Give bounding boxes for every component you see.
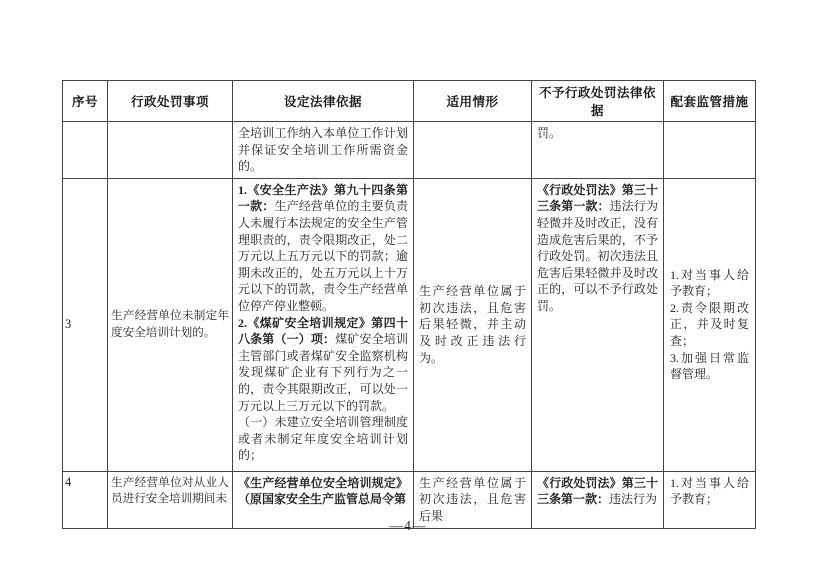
text-segment: 全培训工作纳入本单位工作计划并保证安全培训工作所需资金的。 [238,126,408,174]
bold-text-segment: 《生产经营单位安全培训规定》（原国家安全生产监管总局令第 [238,475,408,507]
text-block [670,475,749,508]
text-block [537,475,658,508]
text-segment: 4 [65,474,72,489]
page-number: —4— [389,518,427,533]
text-segment: 1.对当事人给予教育； [670,267,749,299]
bold-text-segment: 《行政处罚法》第三十三条第一款： [537,475,658,507]
text-block [111,475,229,508]
row-continuation-cell-2 [108,122,233,179]
bold-text-segment: 2.《煤矿安全培训规定》第四十八条第（一）项： [238,315,408,347]
text-segment: 生产经营单位属于初次违法，且危害后果轻微，并主动及时改正违法行为。 [419,284,526,365]
text-block [670,350,749,383]
bold-text-segment: 1.《安全生产法》第九十四条第一款： [238,182,408,214]
text-segment: 煤矿安全培训主管部门或者煤矿安全监察机构发现煤矿企业有下列行为之一的，责令其限期改正，可以处一万元以上三万元以下的罚款。 [238,332,408,413]
text-segment: 违法行为轻微并及时改正，没有造成危害后果的，不予行政处罚。初次违法且危害后果轻微并及时改正的，可以不予行政处罚。 [537,199,658,313]
text-block [238,475,408,508]
penalty-table [62,80,756,529]
text-segment: （一）未建立安全培训管理制度或者未制定年度安全培训计划的； [238,415,408,463]
row-continuation-cell-4 [414,122,532,179]
text-block [65,474,105,491]
text-segment: 生产经营单位对从业人员进行安全培训期间未 [111,475,229,506]
column-header-4: 适用情形 [414,81,532,122]
text-block [238,414,408,464]
column-header-1: 序号 [63,81,108,122]
text-segment: 生产经营单位属于初次违法，且危害后果 [419,475,526,523]
row-item-3-cell-2 [108,178,233,471]
header-row [63,81,756,122]
row-continuation-cell-6 [664,122,756,179]
row-item-3-cell-5 [532,178,664,471]
column-header-6: 配套监管措施 [664,81,756,122]
text-block [537,125,658,142]
text-block [670,300,749,350]
text-segment: 生产经营单位的主要负责人未履行本法规定的安全生产管理职责的，责令限期改正，处二万元以上五万元以下的罚款；逾期未改正的，处五万元以上十万元以下的罚款，责令生产经营单位停产停业整顿。 [238,199,408,313]
text-block [238,125,408,175]
text-segment: 1.对当事人给予教育； [670,475,749,507]
text-block [238,182,408,315]
text-block [537,182,658,315]
row-item-3-cell-3 [233,178,414,471]
row-item-3 [63,178,756,471]
text-segment: 3 [65,317,72,332]
text-segment: 2.责令限期改正，并及时复查； [670,300,749,349]
text-segment: 罚。 [537,126,562,140]
row-item-3-cell-1 [63,178,108,471]
column-header-5: 不予行政处罚法律依据 [532,81,664,122]
column-header-2: 行政处罚事项 [108,81,233,122]
row-continuation-cell-5 [532,122,664,179]
bold-text-segment: 《行政处罚法》第三十三条第一款： [537,182,658,214]
row-continuation [63,122,756,179]
row-item-3-cell-4 [414,178,532,471]
text-segment: 生产经营单位未制定年度安全培训计划的。 [111,309,229,339]
text-segment: 违法行为 [609,492,658,507]
text-block [238,315,408,415]
column-header-3: 设定法律依据 [233,81,414,122]
text-block [670,267,749,300]
text-block [111,308,229,341]
text-block [65,316,105,333]
row-continuation-cell-3 [233,122,414,179]
row-continuation-cell-1 [63,122,108,179]
text-block [419,283,526,366]
row-item-3-cell-6 [664,178,756,471]
text-segment: 3.加强日常监督管理。 [670,350,749,382]
